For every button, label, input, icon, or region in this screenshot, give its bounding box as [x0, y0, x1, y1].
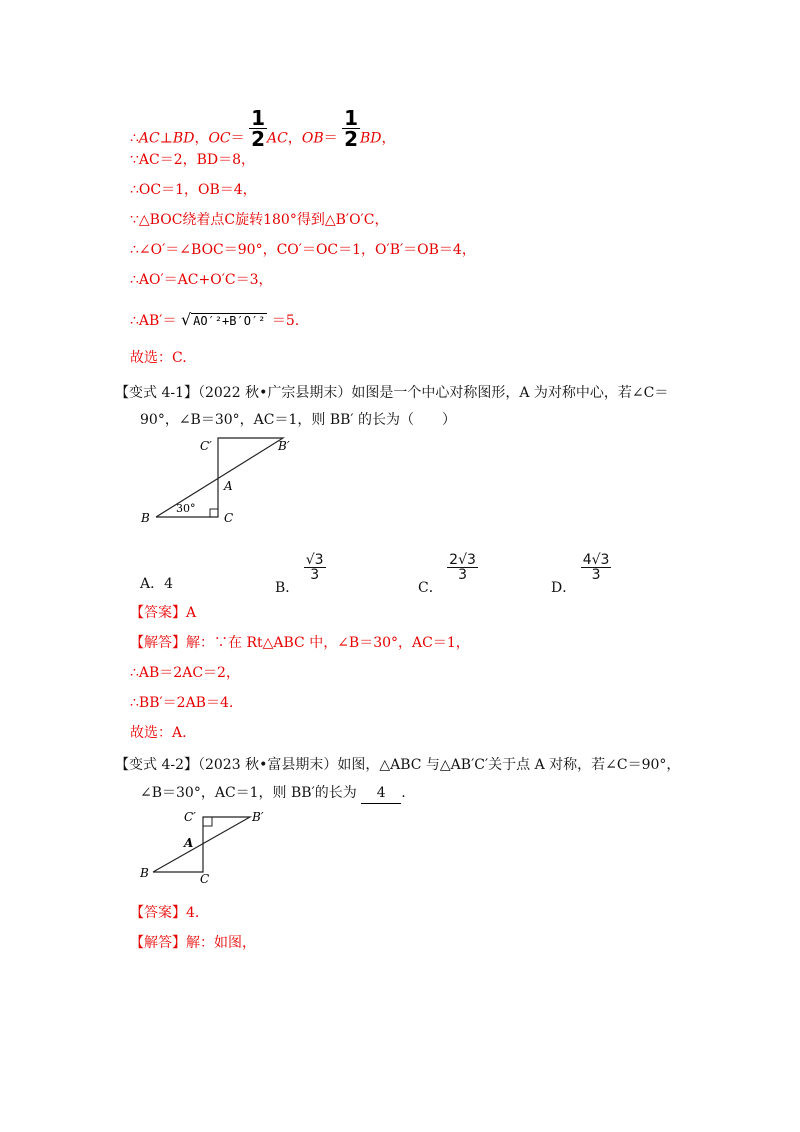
q41-solution-2: ∴AB＝2AC＝2， [130, 665, 240, 681]
q42-figure-lines [153, 817, 250, 872]
q41-figure [138, 432, 328, 527]
q42-line-2: ∠B＝30°，AC＝1，则 BB′的长为 4 . [140, 783, 406, 804]
solution-line-2: ∵AC＝2，BD＝8， [130, 152, 256, 168]
q42-answer-blank: 4 [361, 783, 401, 804]
option-d[interactable]: D． $\frac{4√3}{3}$ [551, 552, 610, 596]
q42-answer: 【答案】4. [130, 905, 200, 921]
option-c-fraction: $\frac{2√3}{3}$ [449, 552, 476, 583]
q41-label-c: C [224, 511, 234, 525]
solution-line-1: ∴AC⊥BD，OC＝ $\frac{1}{2}$ AC，OB＝ $\frac{1}{2}$ BD， [130, 106, 396, 151]
q41-line-1: 【变式 4-1】（2022 秋•广宗县期末）如图是一个中心对称图形，A 为对称中心，若∠C＝ [115, 385, 669, 401]
solution-line-7: ∴AB′＝ √ AO′²+B′O′² ＝5. [130, 310, 300, 329]
q41-label-c-prime: C′ [200, 439, 212, 453]
option-a[interactable]: A．4 [140, 576, 174, 592]
q41-label-b: B [141, 511, 150, 525]
fraction-half-1: $\frac{1}{2}$ [251, 106, 266, 151]
q42-solution-1: 【解答】解：如图， [130, 935, 256, 951]
q41-answer: 【答案】A [130, 605, 197, 621]
q42-line-1: 【变式 4-2】（2023 秋•富县期末）如图，△ABC 与△AB′C′关于点 A 对称，若∠C＝90°， [115, 757, 681, 773]
q41-solution-3: ∴BB′＝2AB＝4. [130, 695, 234, 711]
fraction-half-2: $\frac{1}{2}$ [344, 106, 358, 151]
q41-angle-label: 30° [176, 502, 196, 515]
q42-right-angle-mark [203, 817, 212, 826]
option-c[interactable]: C． $\frac{2√3}{3}$ [418, 552, 476, 596]
q42-label-a: A [184, 836, 194, 850]
solution-line-4: ∵△BOC绕着点C旋转180°得到△B′O′C， [130, 212, 389, 228]
q41-line-2: 90°，∠B＝30°，AC＝1，则 BB′ 的长为（ ） [140, 412, 457, 428]
q42-figure [138, 805, 288, 885]
option-b[interactable]: B． $\frac{√3}{3}$ [275, 552, 324, 596]
option-d-fraction: $\frac{4√3}{3}$ [582, 552, 610, 583]
q41-solution-4: 故选：A. [130, 725, 187, 741]
q41-solution-1: 【解答】解：∵在 Rt△ABC 中，∠B＝30°，AC＝1， [130, 635, 470, 651]
solution-line-6: ∴AO′＝AC+O′C＝3， [130, 272, 273, 288]
q42-label-b-prime: B′ [252, 810, 264, 824]
solution-line-3: ∴OC＝1，OB＝4， [130, 182, 257, 198]
q41-label-a: A [224, 479, 233, 493]
q42-label-c: C [200, 872, 210, 885]
q42-label-b: B [140, 866, 149, 880]
solution-line-5: ∴∠O′＝∠BOC＝90°，CO′＝OC＝1，O′B′＝OB＝4， [130, 242, 476, 258]
option-b-fraction: $\frac{√3}{3}$ [305, 552, 324, 583]
sqrt-expression: √ AO′²+B′O′² [180, 310, 266, 329]
solution-line-8: 故选：C. [130, 350, 187, 366]
q41-right-angle-mark [210, 509, 218, 517]
q42-label-c-prime: C′ [184, 810, 196, 824]
q41-label-b-prime: B′ [278, 439, 290, 453]
